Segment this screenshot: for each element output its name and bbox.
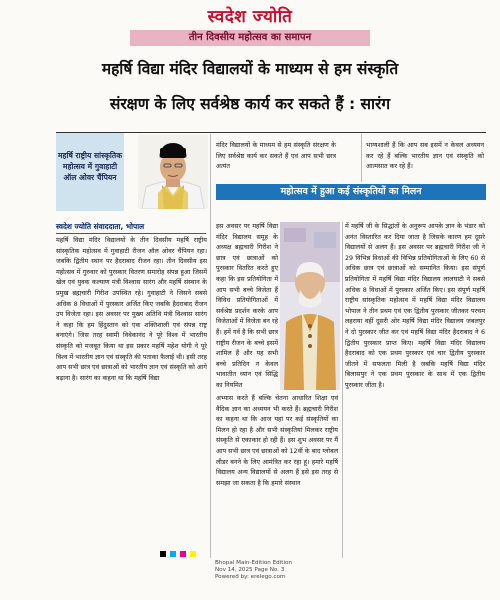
- footer-date-page: Nov 14, 2025 Page No. 3: [215, 567, 285, 573]
- footer-powered-by: Powered by: erelego.com: [215, 574, 286, 580]
- registration-marks: [160, 551, 220, 557]
- event-photo: [280, 222, 340, 390]
- subheadline: महोत्सव में हुआ कई संस्कृतियों का मिलन: [216, 184, 486, 200]
- body-col-1: महर्षि विद्या मंदिर विद्यालयों के तीन दिवसीय महर्षि राष्ट्रीय सांस्कृतिक महोत्सव में गुवाहाटी रीजन ऑल ओवर चैंपियन रहा। जबकि द्वितीय स्थान पर हैदराबाद रीजन रहा। तीन दिवसीय इस महोत्सव में गुरुवार को पुरस्कार वितरण समारोह संपन्न हुआ जिसमें खेल एवं युवक कल्याण मंत्री विश्वास सारंग और महर्षि संस्थान के प्रमुख ब्रह्मचारी गिरीश उपस्थित रहे। गुवाहाटी ने जिसने सबसे अधिक 8 विधाओं में पुरस्कार अर्जित किए जबकि हैदराबाद रीजन उप विजेता रहा। इस अवसर पर मुख्य अतिथि मंत्री विश्वास सारंग ने कहा कि हम हिंदुस्तान को एक शक्तिशाली एवं संपन्न राष्ट्र बनाएंगे। जिस तरह स्वामी विवेकानंद ने पूरे विश्व में भारतीय संस्कृति को मजबूत किया था इस प्रकार महर्षि महेश योगी ने पूरे विश्व में भारतीय ज्ञान एवं संस्कृति की पताका फैलाई थी। इसी तरह आप सभी छात्र एवं छात्राओं को भारतीय ज्ञान एवं संस्कृति को आगे बढ़ाना है। सारंग का कहना था कि महर्षि विद्या: [56, 237, 207, 382]
- column-divider: [342, 222, 343, 558]
- edition-footer: [215, 560, 305, 581]
- footer-edition: Bhopal Main-Edition Edition: [215, 560, 292, 566]
- section-label: तीन दिवसीय महोत्सव का समापन: [130, 30, 370, 46]
- headline-line-2: संरक्षण के लिए सर्वश्रेष्ठ कार्य कर सकते हैं : सारंग: [109, 95, 391, 113]
- body-col-5: अभ्यास करते हैं बल्कि चेतना आधारित शिक्षा एवं वैदिक ज्ञान का अध्ययन भी करते हैं। ब्रह्मचारी गिरीश का कहना था कि आज यहां पर कई संस्कृतियों का मिलन हो रहा है और सभी संस्कृतियां मिलकर राष्ट्रीय संस्कृति से एकाकार हो रही हैं। इस शुभ अवसर पर मैं आप सभी छात्र एवं छात्राओं को 12वीं के बाद ग्लोबल लीडर बनने के लिए आमंत्रित कर रहा हूं। हमारे महर्षि विद्यालय अन्य विद्यालयों से अलग हैं इसे इस तरह से समझा जा सकता है कि हमारे संस्थान: [216, 395, 338, 487]
- intro-col-2: मंदिर विद्यालयों के माध्यम से हम संस्कृति संरक्षण के लिए सर्वश्रेष्ठ कार्य कर सकते हैं एवं आप सभी छात्र अत्यंत: [216, 142, 336, 171]
- body-col-4: इस अवसर पर महर्षि विद्या मंदिर विद्यालय समूह के अध्यक्ष ब्रह्मचारी गिरीश ने छात्र एवं छात्राओं को पुरस्कार वितरित करते हुए कहा कि इस प्रतियोगिता में आप सभी बच्चे विजेता हैं विविध प्रतियोगिताओं में सर्वश्रेष्ठ प्रदर्शन करके आप विजेताओं में विजेता बन रहे हैं। हमें गर्व है कि सभी छात्र राष्ट्रीय रीजन के बच्चे इसमें शामिल हैं और यह सभी बच्चे प्रतिदिन न केवल भावातीत ध्यान एवं सिद्धि का नियमित: [216, 223, 278, 389]
- intro-col-3: भाग्यशाली हैं कि आप सब इसमें न केवल अध्ययन कर रहे हैं बल्कि भारतीय ज्ञान एवं संस्कृति को आत्मसात कर रहे हैं।: [366, 142, 484, 171]
- column-divider: [210, 134, 211, 558]
- body-col-6: में महर्षि जी के सिद्धांतों के अनुरूप आपके ज्ञान के भंडार को अनंत विस्तारित कर दिया जाता है जिसके कारण हम दूसरे विद्यालयों से अलग हैं। इस अवसर पर ब्रह्मचारी गिरीश जी ने 29 विभिन्न विधाओं की विभिन्न प्रतियोगिताओं के लिए 60 से अधिक छात्र एवं छात्राओं को सम्मानित किया। इस संपूर्ण प्रतियोगिता में महर्षि विद्या मंदिर विद्यालय लालघाटी ने सबसे अधिक 8 विधाओं में पुरस्कार अर्जित किए। इस संपूर्ण महर्षि राष्ट्रीय सांस्कृतिक महोत्सव में महर्षि विद्या मंदिर विद्यालय भोपाल ने तीन प्रथम एवं एक द्वितीय पुरस्कार जीतकर परचम लहराया वहीं दूसरी ओर महर्षि विद्या मंदिर विद्यालय जबलपुर ने दो पुरस्कार जीत कर एवं महर्षि विद्या मंदिर हैदराबाद ने 6 द्वितीय पुरस्कार प्राप्त किए। महर्षि विद्या मंदिर विद्यालय हैदराबाद को एक प्रथम पुरस्कार एवं चार द्वितीय पुरस्कार जीतने में सफलता मिली है जबकि महर्षि विद्या मंदिर बिलासपुर ने एक प्रथम पुरस्कार के साथ में एक द्वितीय पुरस्कार जीता है।: [345, 223, 485, 389]
- headline-line-1: महर्षि विद्या मंदिर विद्यालयों के माध्यम से हम संस्कृति: [101, 60, 399, 78]
- byline: स्वदेश ज्योति संवाददाता, भोपाल: [56, 222, 206, 234]
- left-deck: महर्षि राष्ट्रीय सांस्कृतिक महोत्सव में गुवाहाटी ऑल ओवर चैंपियन: [57, 151, 123, 182]
- portrait-photo: [138, 135, 208, 209]
- column-divider: [361, 134, 362, 182]
- masthead: स्वदेश ज्योति: [207, 7, 293, 27]
